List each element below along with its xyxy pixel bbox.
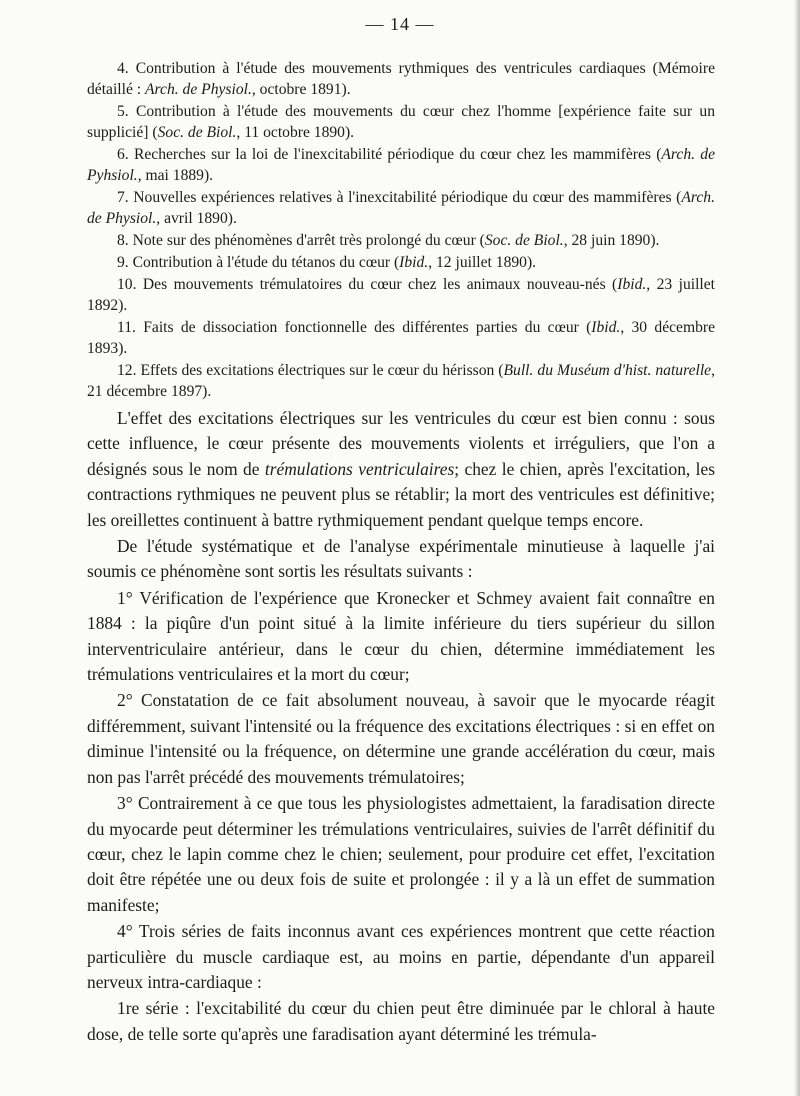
paragraph: 4° Trois séries de faits inconnus avant ces expériences montrent que cette réaction particulière du muscle cardiaque est, au moins en partie, dépendante d'un appareil nerveux intra-cardiaque : (87, 921, 715, 992)
paragraph: 2° Constatation de ce fait absolument nouveau, à savoir que le myocarde réagit différemment, suivant l'intensité ou la fréquence des excitations électriques : si en effet on diminue l'intensité ou la fréquence, on détermine une grande accélération du cœur, mais non pas l'arrêt précédé des mouvements trémulatoires; (87, 690, 715, 787)
reference-item: 11. Faits de dissociation fonctionnelle des différentes parties du cœur (Ibid., 30 décembre 1893). (87, 319, 715, 357)
page-edge-shadow (794, 0, 800, 1096)
reference-item: 5. Contribution à l'étude des mouvements du cœur chez l'homme [expérience faite sur un supplicié] (Soc. de Biol., 11 octobre 1890). (87, 103, 715, 141)
reference-item: 8. Note sur des phénomènes d'arrêt très prolongé du cœur (Soc. de Biol., 28 juin 1890). (117, 232, 660, 249)
reference-item: 7. Nouvelles expériences relatives à l'inexcitabilité périodique du cœur des mammifères (Arch. de Physiol., avril 1890). (87, 189, 715, 227)
paragraph: 3° Contrairement à ce que tous les physiologistes admettaient, la faradisation directe du myocarde peut déterminer les trémulations ventriculaires, suivies de l'arrêt définitif du cœur, chez le lapin comme chez le chien; seulement, pour produire cet effet, l'excitation doit être répétée une ou deux fois de suite et prolongée : il y a là un effet de summation manifeste; (87, 793, 715, 915)
page-number: — 14 — (365, 14, 435, 34)
paragraph: L'effet des excitations électriques sur les ventricules du cœur est bien connu : sous cette influence, le cœur présente des mouvements violents et irréguliers, que l'on a désignés sous le nom de trémulations ventriculaires; chez le chien, après l'excitation, les contractions rythmiques ne peuvent plus se rétablir; la mort des ventricules est définitive; les oreillettes continuent à battre rythmiquement pendant quelque temps encore. (87, 408, 715, 530)
body-text (87, 406, 715, 1048)
paragraph: 1re série : l'excitabilité du cœur du chien peut être diminuée par le chloral à haute dose, de telle sorte qu'après une faradisation ayant déterminé les trémula- (87, 998, 715, 1044)
paragraph: De l'étude systématique et de l'analyse expérimentale minutieuse à laquelle j'ai soumis ce phénomène sont sortis les résultats suivants : (87, 536, 715, 582)
reference-item: 9. Contribution à l'étude du tétanos du cœur (Ibid., 12 juillet 1890). (117, 254, 537, 271)
reference-item: 10. Des mouvements trémulatoires du cœur chez les animaux nouveau-nés (Ibid., 23 juillet 1892). (87, 276, 715, 314)
reference-item: 12. Effets des excitations électriques sur le cœur du hérisson (Bull. du Muséum d'hist. naturelle, 21 décembre 1897). (87, 362, 715, 400)
reference-item: 4. Contribution à l'étude des mouvements rythmiques des ventricules cardiaques (Mémoire détaillé : Arch. de Physiol., octobre 1891). (87, 60, 716, 98)
paragraph: 1° Vérification de l'expérience que Kronecker et Schmey avaient fait connaître en 1884 : la piqûre d'un point situé à la limite inférieure du tiers supérieur du sillon interventriculaire antérieur, dans le cœur du chien, détermine immédiatement les trémulations ventriculaires et la mort du cœur; (87, 587, 715, 685)
reference-list (87, 58, 715, 403)
reference-item: 6. Recherches sur la loi de l'inexcitabilité périodique du cœur chez les mammifères (Arch. de Pyhsiol., mai 1889). (87, 146, 715, 184)
